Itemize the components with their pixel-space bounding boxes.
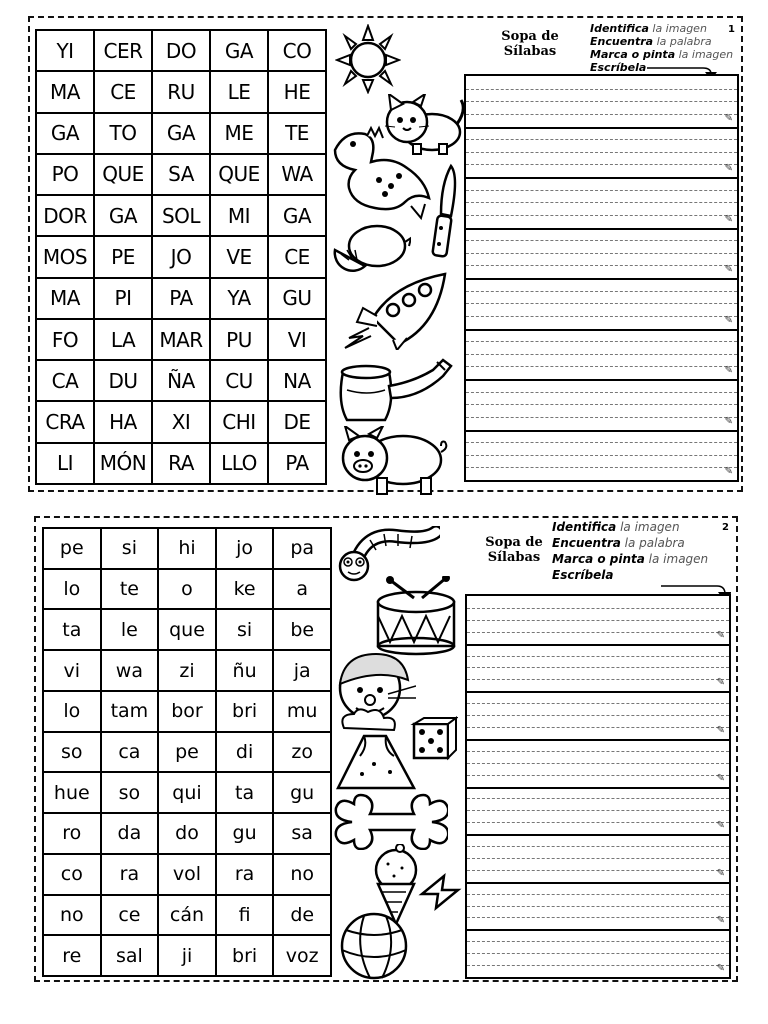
- instruction-rest: la palabra: [653, 35, 712, 48]
- syllable-cell[interactable]: ji: [159, 936, 215, 975]
- title-line-2: Sílabas: [503, 44, 557, 59]
- syllable-cell[interactable]: PO: [37, 155, 93, 194]
- syllable-cell[interactable]: GA: [95, 196, 151, 235]
- syllable-cell[interactable]: hi: [159, 529, 215, 568]
- writing-guide-line: [467, 953, 729, 954]
- syllable-cell[interactable]: ta: [217, 773, 273, 812]
- writing-baseline: [466, 430, 737, 432]
- pencil-icon: ✎: [716, 867, 725, 879]
- writing-guide-line: [466, 101, 737, 102]
- writing-guide-line: [467, 917, 729, 918]
- syllable-cell[interactable]: pe: [44, 529, 100, 568]
- syllable-cell[interactable]: di: [217, 733, 273, 772]
- syllable-cell[interactable]: ÑA: [153, 361, 209, 400]
- syllable-cell[interactable]: wa: [102, 651, 158, 690]
- instruction-rest: la imagen: [644, 552, 709, 566]
- pencil-icon: ✎: [716, 772, 725, 784]
- syllable-cell[interactable]: a: [274, 570, 330, 609]
- syllable-cell[interactable]: zi: [159, 651, 215, 690]
- page-number: 2: [722, 522, 729, 533]
- writing-guide-line: [467, 775, 729, 776]
- pot-icon: [333, 352, 459, 432]
- syllable-cell[interactable]: MI: [211, 196, 267, 235]
- syllable-cell[interactable]: FO: [37, 320, 93, 359]
- syllable-cell[interactable]: ce: [102, 896, 158, 935]
- syllable-cell[interactable]: pa: [274, 529, 330, 568]
- pencil-icon: ✎: [724, 365, 733, 376]
- syllable-cell[interactable]: vi: [44, 651, 100, 690]
- worksheet-title: [464, 535, 564, 565]
- syllable-cell[interactable]: DOR: [37, 196, 93, 235]
- writing-baseline: [466, 228, 737, 230]
- syllable-cell[interactable]: MÓN: [95, 444, 151, 483]
- syllable-cell[interactable]: o: [159, 570, 215, 609]
- syllable-cell[interactable]: de: [274, 896, 330, 935]
- writing-baseline: [467, 929, 729, 931]
- writing-guide-line: [467, 608, 729, 609]
- instruction-verb: Marca o pinta: [552, 552, 645, 566]
- writing-guide-line: [466, 417, 737, 418]
- instructions: [552, 519, 722, 583]
- syllable-cell[interactable]: ra: [102, 855, 158, 894]
- picture-column-1: [327, 22, 462, 490]
- syllable-cell[interactable]: ME: [211, 114, 267, 153]
- syllable-cell[interactable]: RU: [153, 72, 209, 111]
- pencil-icon: ✎: [724, 163, 733, 174]
- pencil-icon: ✎: [716, 629, 725, 641]
- syllable-cell[interactable]: qui: [159, 773, 215, 812]
- writing-guide-line: [466, 152, 737, 153]
- syllable-cell[interactable]: TE: [269, 114, 325, 153]
- syllable-cell[interactable]: hue: [44, 773, 100, 812]
- writing-area-2[interactable]: [465, 594, 731, 979]
- syllable-cell[interactable]: que: [159, 610, 215, 649]
- instruction-verb: Identifica: [590, 22, 649, 35]
- writing-guide-line: [467, 667, 729, 668]
- writing-baseline: [466, 177, 737, 179]
- syllable-cell[interactable]: cán: [159, 896, 215, 935]
- instruction-verb: Escríbela: [552, 568, 614, 582]
- bone-icon: [332, 792, 448, 850]
- worm-icon: [336, 526, 440, 582]
- syllable-cell[interactable]: tam: [102, 692, 158, 731]
- writing-baseline: [466, 127, 737, 129]
- syllable-cell[interactable]: bri: [217, 692, 273, 731]
- syllable-cell[interactable]: CE: [95, 72, 151, 111]
- syllable-cell[interactable]: GA: [269, 196, 325, 235]
- writing-baseline: [466, 379, 737, 381]
- syllable-cell[interactable]: jo: [217, 529, 273, 568]
- writing-guide-line: [467, 965, 729, 966]
- writing-guide-line: [467, 751, 729, 752]
- syllable-cell[interactable]: PE: [95, 237, 151, 276]
- writing-guide-line: [466, 202, 737, 203]
- writing-guide-line: [467, 620, 729, 621]
- pencil-icon: ✎: [716, 915, 725, 927]
- instruction-rest: la imagen: [675, 48, 734, 61]
- writing-guide-line: [467, 632, 729, 633]
- writing-guide-line: [466, 442, 737, 443]
- syllable-cell[interactable]: QUE: [95, 155, 151, 194]
- writing-baseline: [467, 739, 729, 741]
- writing-baseline: [466, 278, 737, 280]
- writing-guide-line: [466, 89, 737, 90]
- pencil-icon: ✎: [716, 677, 725, 689]
- worksheet-2: [34, 516, 738, 982]
- writing-guide-line: [466, 455, 737, 456]
- writing-guide-line: [467, 822, 729, 823]
- syllable-cell[interactable]: LA: [95, 320, 151, 359]
- knife-icon: [429, 162, 461, 262]
- syllable-cell[interactable]: PA: [153, 279, 209, 318]
- syllable-cell[interactable]: CU: [211, 361, 267, 400]
- syllable-cell[interactable]: no: [274, 855, 330, 894]
- syllable-cell[interactable]: pe: [159, 733, 215, 772]
- pencil-icon: ✎: [724, 264, 733, 275]
- writing-guide-line: [467, 894, 729, 895]
- writing-guide-line: [467, 810, 729, 811]
- writing-guide-line: [466, 316, 737, 317]
- syllable-cell[interactable]: CER: [95, 31, 151, 70]
- lemon-icon: [331, 220, 411, 276]
- syllable-cell[interactable]: LI: [37, 444, 93, 483]
- writing-guide-line: [466, 114, 737, 115]
- syllable-cell[interactable]: YA: [211, 279, 267, 318]
- syllable-cell[interactable]: ra: [217, 855, 273, 894]
- instruction-rest: la palabra: [620, 536, 685, 550]
- writing-guide-line: [466, 366, 737, 367]
- writing-baseline: [466, 329, 737, 331]
- syllable-cell[interactable]: no: [44, 896, 100, 935]
- writing-guide-line: [467, 727, 729, 728]
- syllable-cell[interactable]: mu: [274, 692, 330, 731]
- writing-guide-line: [467, 703, 729, 704]
- title-line-1: Sopa de: [501, 29, 559, 44]
- writing-baseline: [467, 882, 729, 884]
- pencil-icon: ✎: [716, 820, 725, 832]
- syllable-cell[interactable]: GU: [269, 279, 325, 318]
- syllable-cell[interactable]: CHI: [211, 402, 267, 441]
- syllable-cell[interactable]: MA: [37, 72, 93, 111]
- writing-guide-line: [466, 354, 737, 355]
- syllable-cell[interactable]: co: [44, 855, 100, 894]
- writing-guide-line: [466, 215, 737, 216]
- instruction-verb: Identifica: [552, 520, 617, 534]
- page-number: 1: [728, 24, 735, 35]
- syllable-cell[interactable]: VI: [269, 320, 325, 359]
- instruction-rest: la imagen: [648, 22, 707, 35]
- syllable-cell[interactable]: le: [102, 610, 158, 649]
- writing-baseline: [467, 691, 729, 693]
- syllable-cell[interactable]: GA: [211, 31, 267, 70]
- syllable-cell[interactable]: HE: [269, 72, 325, 111]
- ball-icon: [334, 910, 414, 980]
- writing-guide-line: [467, 763, 729, 764]
- syllable-cell[interactable]: DE: [269, 402, 325, 441]
- syllable-cell[interactable]: ca: [102, 733, 158, 772]
- instruction-verb: Marca o pinta: [590, 48, 676, 61]
- syllable-cell[interactable]: ke: [217, 570, 273, 609]
- drum-icon: [370, 576, 464, 656]
- writing-baseline: [467, 834, 729, 836]
- syllable-cell[interactable]: gu: [274, 773, 330, 812]
- syllable-cell[interactable]: sal: [102, 936, 158, 975]
- syllable-cell[interactable]: ñu: [217, 651, 273, 690]
- rocket-icon: [337, 270, 449, 350]
- pencil-icon: ✎: [724, 112, 733, 124]
- dinosaur-icon: [327, 122, 437, 222]
- writing-guide-line: [466, 164, 737, 165]
- syllable-cell[interactable]: so: [44, 733, 100, 772]
- writing-baseline: [467, 644, 729, 646]
- syllable-cell[interactable]: so: [102, 773, 158, 812]
- syllable-cell[interactable]: MAR: [153, 320, 209, 359]
- pig-icon: [335, 426, 451, 498]
- syllable-cell[interactable]: ta: [44, 610, 100, 649]
- syllable-cell[interactable]: CA: [37, 361, 93, 400]
- syllable-cell[interactable]: MA: [37, 279, 93, 318]
- syllable-cell[interactable]: PU: [211, 320, 267, 359]
- syllable-cell[interactable]: MOS: [37, 237, 93, 276]
- writing-guide-line: [466, 139, 737, 140]
- title-line-1: Sopa de: [485, 535, 543, 550]
- writing-baseline: [467, 787, 729, 789]
- writing-guide-line: [466, 265, 737, 266]
- syllable-cell[interactable]: ja: [274, 651, 330, 690]
- syllable-cell[interactable]: zo: [274, 733, 330, 772]
- syllable-cell[interactable]: si: [102, 529, 158, 568]
- syllable-cell[interactable]: do: [159, 814, 215, 853]
- writing-guide-line: [467, 846, 729, 847]
- writing-guide-line: [466, 190, 737, 191]
- writing-guide-line: [467, 858, 729, 859]
- syllable-cell[interactable]: WA: [269, 155, 325, 194]
- writing-guide-line: [466, 392, 737, 393]
- syllable-cell[interactable]: be: [274, 610, 330, 649]
- syllable-cell[interactable]: si: [217, 610, 273, 649]
- volcano-icon: [334, 708, 418, 792]
- writing-guide-line: [467, 715, 729, 716]
- pencil-icon: ✎: [716, 963, 725, 974]
- instruction-rest: la imagen: [616, 520, 680, 534]
- writing-area-1[interactable]: [464, 74, 739, 482]
- instruction-verb: Encuentra: [590, 35, 654, 48]
- writing-guide-line: [466, 291, 737, 292]
- syllable-cell[interactable]: bor: [159, 692, 215, 731]
- pencil-icon: ✎: [724, 466, 733, 477]
- writing-guide-line: [466, 240, 737, 241]
- writing-guide-line: [467, 656, 729, 657]
- sun-icon: [335, 24, 401, 94]
- syllable-cell[interactable]: lo: [44, 570, 100, 609]
- pencil-icon: ✎: [724, 415, 733, 427]
- syllable-cell[interactable]: LE: [211, 72, 267, 111]
- syllable-cell[interactable]: JO: [153, 237, 209, 276]
- pencil-icon: ✎: [724, 213, 733, 225]
- syllable-grid-2: [42, 527, 332, 977]
- syllable-cell[interactable]: vol: [159, 855, 215, 894]
- syllable-cell[interactable]: lo: [44, 692, 100, 731]
- pencil-icon: ✎: [724, 314, 733, 326]
- syllable-grid-1: [35, 29, 327, 485]
- syllable-cell[interactable]: ro: [44, 814, 100, 853]
- writing-guide-line: [467, 870, 729, 871]
- syllable-cell[interactable]: QUE: [211, 155, 267, 194]
- writing-guide-line: [466, 404, 737, 405]
- syllable-cell[interactable]: voz: [274, 936, 330, 975]
- writing-guide-line: [466, 303, 737, 304]
- syllable-cell[interactable]: VE: [211, 237, 267, 276]
- syllable-cell[interactable]: LLO: [211, 444, 267, 483]
- syllable-cell[interactable]: CO: [269, 31, 325, 70]
- title-line-2: Sílabas: [487, 550, 541, 565]
- syllable-cell[interactable]: RA: [153, 444, 209, 483]
- writing-guide-line: [466, 253, 737, 254]
- picture-column-2: [332, 522, 462, 978]
- syllable-cell[interactable]: TO: [95, 114, 151, 153]
- syllable-cell[interactable]: HA: [95, 402, 151, 441]
- syllable-cell[interactable]: re: [44, 936, 100, 975]
- syllable-cell[interactable]: bri: [217, 936, 273, 975]
- pencil-icon: ✎: [716, 724, 725, 736]
- syllable-cell[interactable]: GA: [37, 114, 93, 153]
- writing-guide-line: [467, 679, 729, 680]
- writing-guide-line: [466, 467, 737, 468]
- writing-guide-line: [467, 798, 729, 799]
- instruction-verb: Escríbela: [590, 61, 647, 74]
- instruction-verb: Encuentra: [552, 536, 621, 550]
- writing-guide-line: [467, 906, 729, 907]
- syllable-cell[interactable]: GA: [153, 114, 209, 153]
- writing-guide-line: [467, 941, 729, 942]
- syllable-cell[interactable]: YI: [37, 31, 93, 70]
- writing-guide-line: [466, 341, 737, 342]
- syllable-cell[interactable]: DU: [95, 361, 151, 400]
- syllable-cell[interactable]: NA: [269, 361, 325, 400]
- syllable-cell[interactable]: DO: [153, 31, 209, 70]
- syllable-cell[interactable]: CE: [269, 237, 325, 276]
- syllable-cell[interactable]: SA: [153, 155, 209, 194]
- worksheet-title: [480, 29, 580, 59]
- syllable-cell[interactable]: SOL: [153, 196, 209, 235]
- syllable-cell[interactable]: da: [102, 814, 158, 853]
- syllable-cell[interactable]: gu: [217, 814, 273, 853]
- syllable-cell[interactable]: sa: [274, 814, 330, 853]
- syllable-cell[interactable]: te: [102, 570, 158, 609]
- syllable-cell[interactable]: XI: [153, 402, 209, 441]
- syllable-cell[interactable]: CRA: [37, 402, 93, 441]
- worksheet-1: [28, 16, 743, 492]
- syllable-cell[interactable]: PA: [269, 444, 325, 483]
- syllable-cell[interactable]: fi: [217, 896, 273, 935]
- syllable-cell[interactable]: PI: [95, 279, 151, 318]
